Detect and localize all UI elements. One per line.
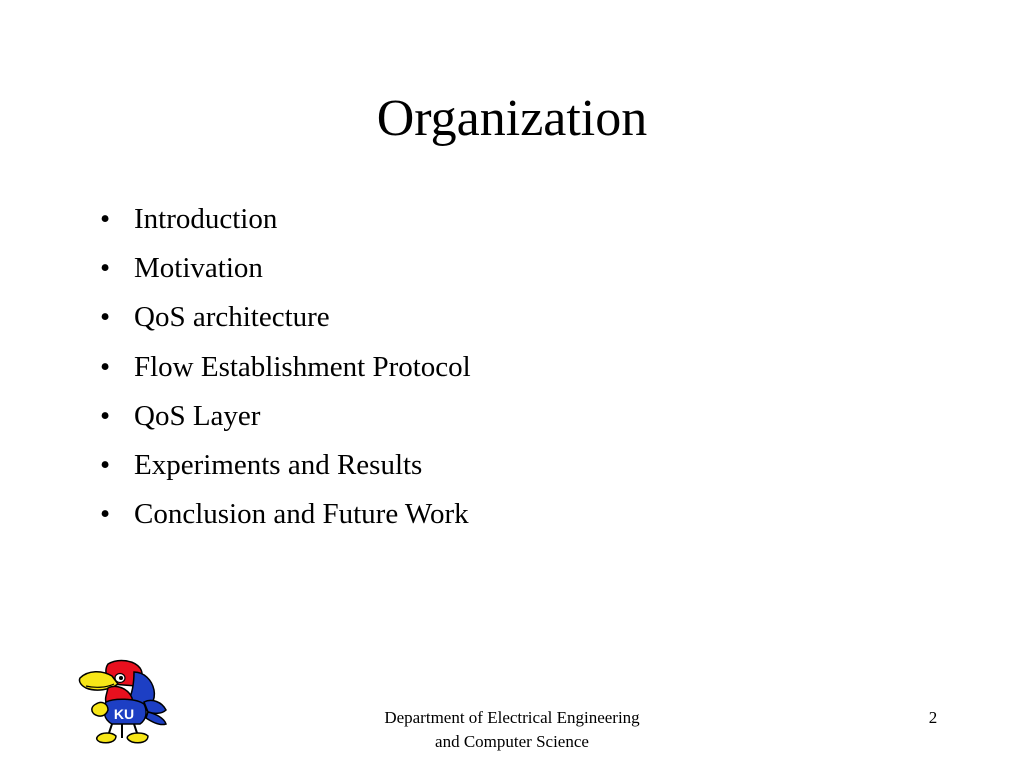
list-item <box>96 244 471 293</box>
slide-title: Organization <box>376 90 648 147</box>
list-item <box>96 343 471 392</box>
footer-line-2: and Computer Science <box>435 732 589 751</box>
bullet-text: Experiments and Results <box>134 449 423 482</box>
list-item <box>96 441 471 490</box>
bullet-icon: • <box>100 498 111 531</box>
bullet-icon: • <box>100 252 111 285</box>
bullet-icon: • <box>100 449 111 482</box>
bullet-text: QoS architecture <box>134 301 330 334</box>
bullet-text: QoS Layer <box>134 399 261 432</box>
list-item <box>96 195 471 244</box>
logo-text: KU <box>113 706 135 722</box>
bullet-text: Introduction <box>134 203 278 235</box>
list-item <box>96 392 471 441</box>
bullet-icon: • <box>100 203 111 235</box>
list-item <box>96 293 471 342</box>
bullet-list <box>96 195 471 539</box>
list-item <box>96 490 471 539</box>
footer-line-1: Department of Electrical Engineering <box>384 708 640 727</box>
footer-department <box>312 706 712 754</box>
bullet-icon: • <box>100 399 111 432</box>
bullet-text: Motivation <box>134 252 263 285</box>
jayhawk-logo-icon <box>78 658 170 746</box>
bullet-icon: • <box>100 301 111 334</box>
bullet-text: Conclusion and Future Work <box>134 498 469 531</box>
bullet-icon: • <box>100 350 111 383</box>
page-number: 2 <box>928 708 938 727</box>
bullet-text: Flow Establishment Protocol <box>134 350 471 383</box>
